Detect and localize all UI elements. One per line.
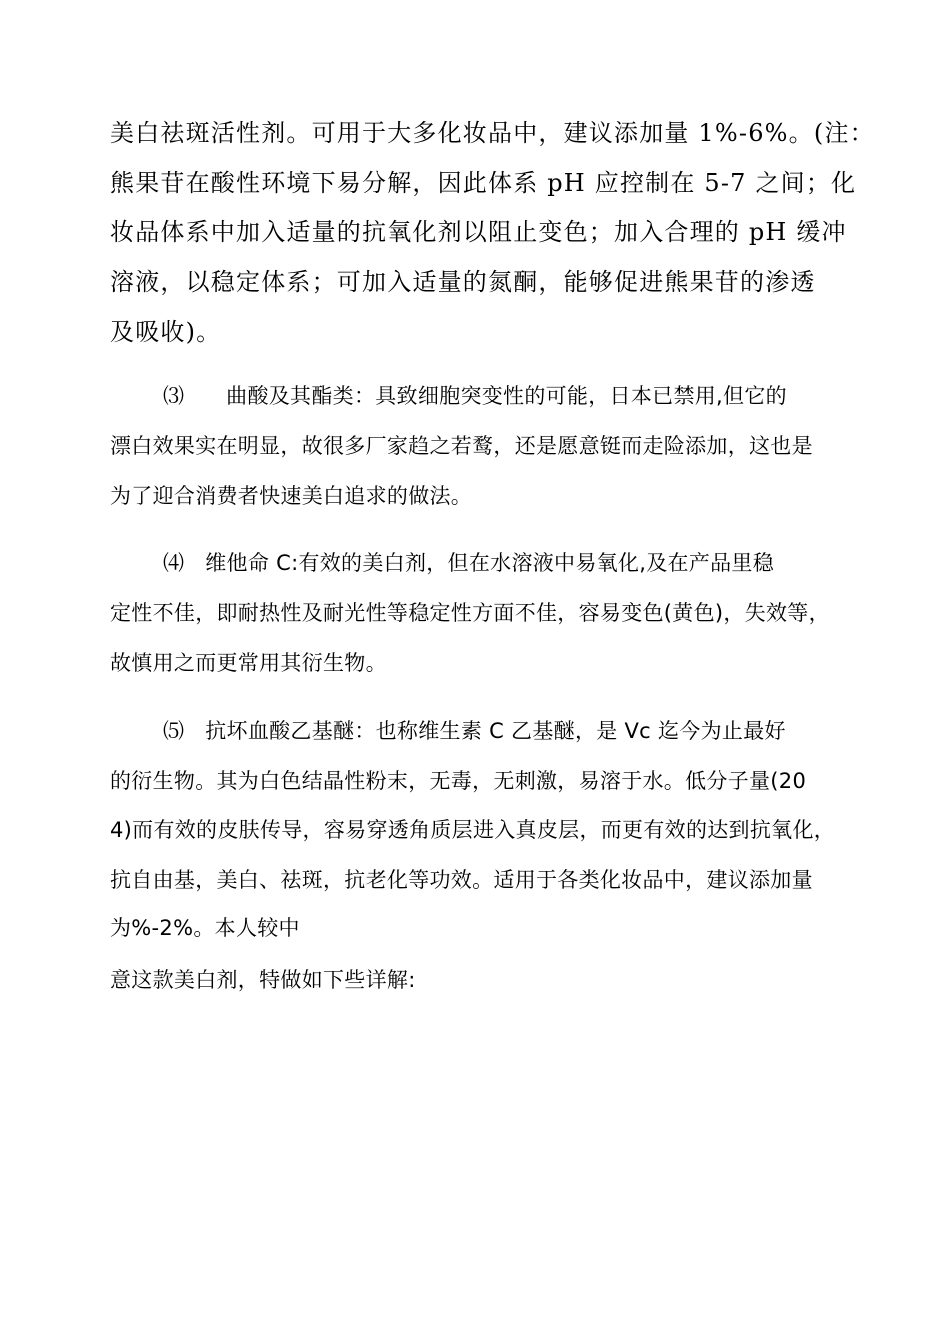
text-line: 美白祛斑活性剂。可用于大多化妆品中，建议添加量 1%-6%。(注： — [110, 119, 875, 147]
text-line: 故慎用之而更常用其衍生物。 — [110, 651, 387, 675]
text-line: 为%-2%。本人较中 — [110, 916, 300, 940]
text-line: 熊果苷在酸性环境下易分解，因此体系 pH 应控制在 5-7 之间；化 — [110, 169, 857, 197]
text-line: 的衍生物。其为白色结晶性粉末，无毒，无刺激，易溶于水。低分子量(20 — [110, 769, 807, 793]
text-line: 定性不佳，即耐热性及耐光性等稳定性方面不佳，容易变色(黄色)，失效等， — [110, 601, 830, 625]
text-line: 妆品体系中加入适量的抗氧化剂以阻止变色；加入合理的 pH 缓冲 — [110, 218, 847, 246]
text-line: 溶液，以稳定体系；可加入适量的氮酮，能够促进熊果苷的渗透 — [110, 268, 816, 296]
list-item-heading-line: ⑷ 维他命 C:有效的美白剂，但在水溶液中易氧化,及在产品里稳 — [163, 551, 775, 575]
text-line: 4)而有效的皮肤传导，容易穿透角质层进入真皮层，而更有效的达到抗氧化， — [110, 818, 836, 842]
list-item-heading-line: ⑸ 抗坏血酸乙基醚：也称维生素 C 乙基醚，是 Vc 迄今为止最好 — [163, 719, 786, 743]
text-line: 为了迎合消费者快速美白追求的做法。 — [110, 484, 473, 508]
text-line: 意这款美白剂，特做如下些详解: — [110, 968, 416, 992]
text-line: 抗自由基，美白、祛斑，抗老化等功效。适用于各类化妆品中，建议添加量 — [110, 868, 813, 892]
text-line: 漂白效果实在明显，故很多厂家趋之若鹜，还是愿意铤而走险添加，这也是 — [110, 434, 813, 458]
text-line: 及吸收)。 — [110, 318, 222, 346]
list-item-heading-line: ⑶ 曲酸及其酯类：具致细胞突变性的可能，日本已禁用,但它的 — [163, 384, 787, 408]
